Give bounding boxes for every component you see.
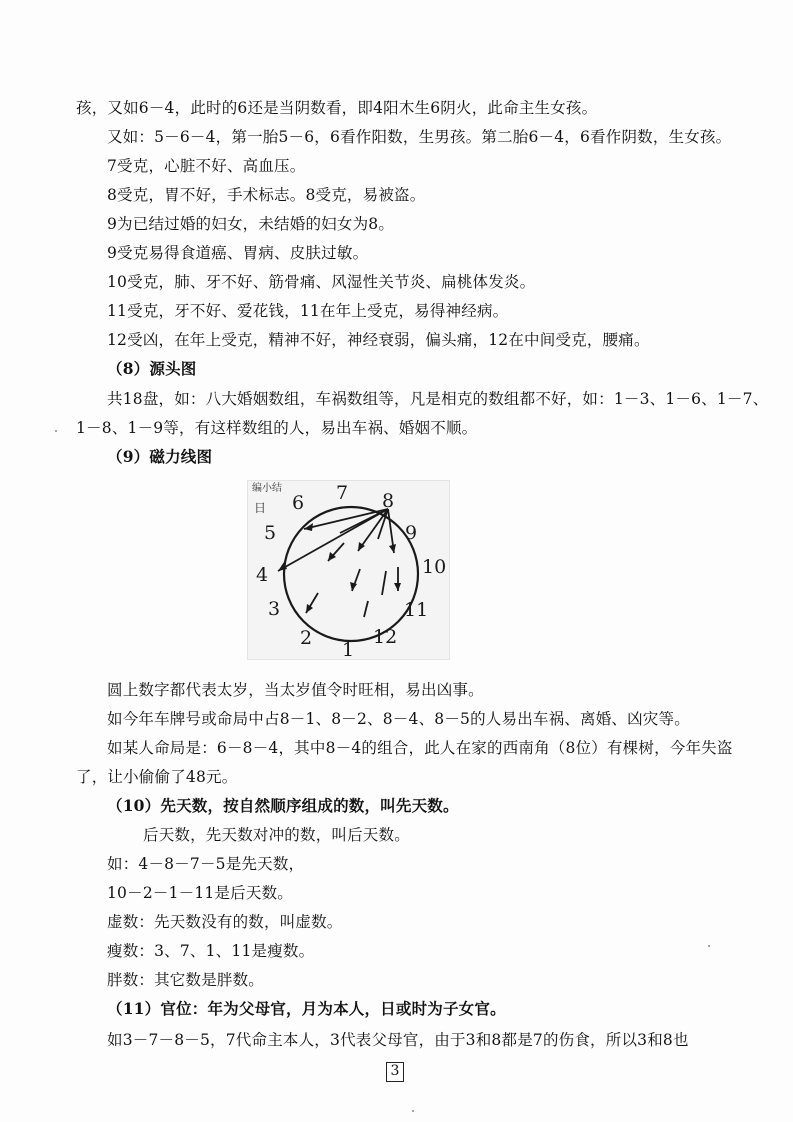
circle-number-2: 2 bbox=[300, 627, 313, 649]
text-line: 9为已结过婚的妇女，未结婚的妇女为8。 bbox=[107, 215, 395, 233]
section-heading: （10）先天数，按自然顺序组成的数，叫先天数。 bbox=[107, 796, 459, 815]
text-line: 1－8、1－9等，有这样数组的人，易出车祸、婚姻不顺。 bbox=[76, 419, 478, 437]
force-lines bbox=[278, 509, 398, 617]
page-number: 3 bbox=[386, 1062, 404, 1082]
text-line: 如某人命局是：6－8－4，其中8－4的组合，此人在家的西南角（8位）有棵树，今年失盗 bbox=[107, 739, 733, 757]
text-line: 瘦数：3、7、1、11是瘦数。 bbox=[107, 942, 315, 960]
text-line: 11受克，牙不好、爱花钱，11在年上受克，易得神经病。 bbox=[107, 302, 509, 320]
circle-number-3: 3 bbox=[268, 598, 281, 620]
text-line: 共18盘，如：八大婚姻数组，车祸数组等，凡是相克的数组都不好，如：1－3、1－6、1－7、 bbox=[107, 390, 769, 408]
text-line: 又如：5－6－4，第一胎5－6，6看作阳数，生男孩。第二胎6－4，6看作阴数，生女孩。 bbox=[107, 128, 732, 146]
text-line: 10－2－1－11是后天数。 bbox=[107, 884, 293, 902]
text-line: 10受克，肺、牙不好、筋骨痛、风湿性关节炎、扁桃体发炎。 bbox=[107, 273, 536, 291]
diagram-header: 编小结 bbox=[252, 483, 282, 494]
text-line: 12受凶，在年上受克，精神不好，神经衰弱，偏头痛，12在中间受克，腰痛。 bbox=[107, 331, 650, 349]
circle-number-4: 4 bbox=[256, 564, 269, 586]
text-line: 如今年车牌号或命局中占8－1、8－2、8－4、8－5的人易出车祸、离婚、凶灾等。 bbox=[107, 710, 690, 728]
magnetic-line-diagram bbox=[247, 480, 450, 660]
section-heading: （8）源头图 bbox=[107, 359, 197, 378]
scan-speck bbox=[708, 945, 710, 947]
text-line: 如：4－8－7－5是先天数， bbox=[107, 855, 305, 873]
section-heading: （11）官位：年为父母官，月为本人，日或时为子女官。 bbox=[107, 999, 506, 1018]
scan-speck bbox=[55, 430, 57, 432]
text-line: 孩，又如6－4，此时的6还是当阴数看，即4阳木生6阴火，此命主生女孩。 bbox=[76, 99, 598, 117]
text-line: 了，让小偷偷了48元。 bbox=[76, 768, 238, 786]
circle-number-11: 11 bbox=[404, 599, 429, 621]
text-line: 9受克易得食道癌、胃病、皮肤过敏。 bbox=[107, 244, 369, 262]
scan-speck bbox=[412, 1110, 414, 1112]
diagram-side-mark: 日 bbox=[254, 501, 267, 515]
text-line: 圆上数字都代表太岁，当太岁值令时旺相，易出凶事。 bbox=[107, 681, 484, 699]
circle-number-10: 10 bbox=[422, 556, 447, 578]
circle-number-9: 9 bbox=[405, 522, 418, 544]
text-line: 8受克，胃不好，手术标志。8受克，易被盗。 bbox=[107, 186, 426, 204]
text-line: 7受克，心脏不好、高血压。 bbox=[107, 157, 306, 175]
text-line: 胖数：其它数是胖数。 bbox=[107, 971, 265, 989]
circle-number-6: 6 bbox=[292, 492, 305, 514]
circle-number-1: 1 bbox=[342, 639, 355, 659]
circle-number-8: 8 bbox=[382, 490, 395, 512]
text-line: 后天数，先天数对冲的数，叫后天数。 bbox=[143, 826, 410, 844]
text-line: 虚数：先天数没有的数，叫虚数。 bbox=[107, 913, 343, 931]
section-heading: （9）磁力线图 bbox=[107, 447, 213, 466]
circle-number-7: 7 bbox=[336, 482, 349, 504]
circle-number-12: 12 bbox=[373, 626, 398, 648]
text-line: 如3－7－8－5，7代命主本人，3代表父母官，由于3和8都是7的伤食，所以3和8也 bbox=[107, 1031, 689, 1049]
circle-number-5: 5 bbox=[264, 522, 277, 544]
